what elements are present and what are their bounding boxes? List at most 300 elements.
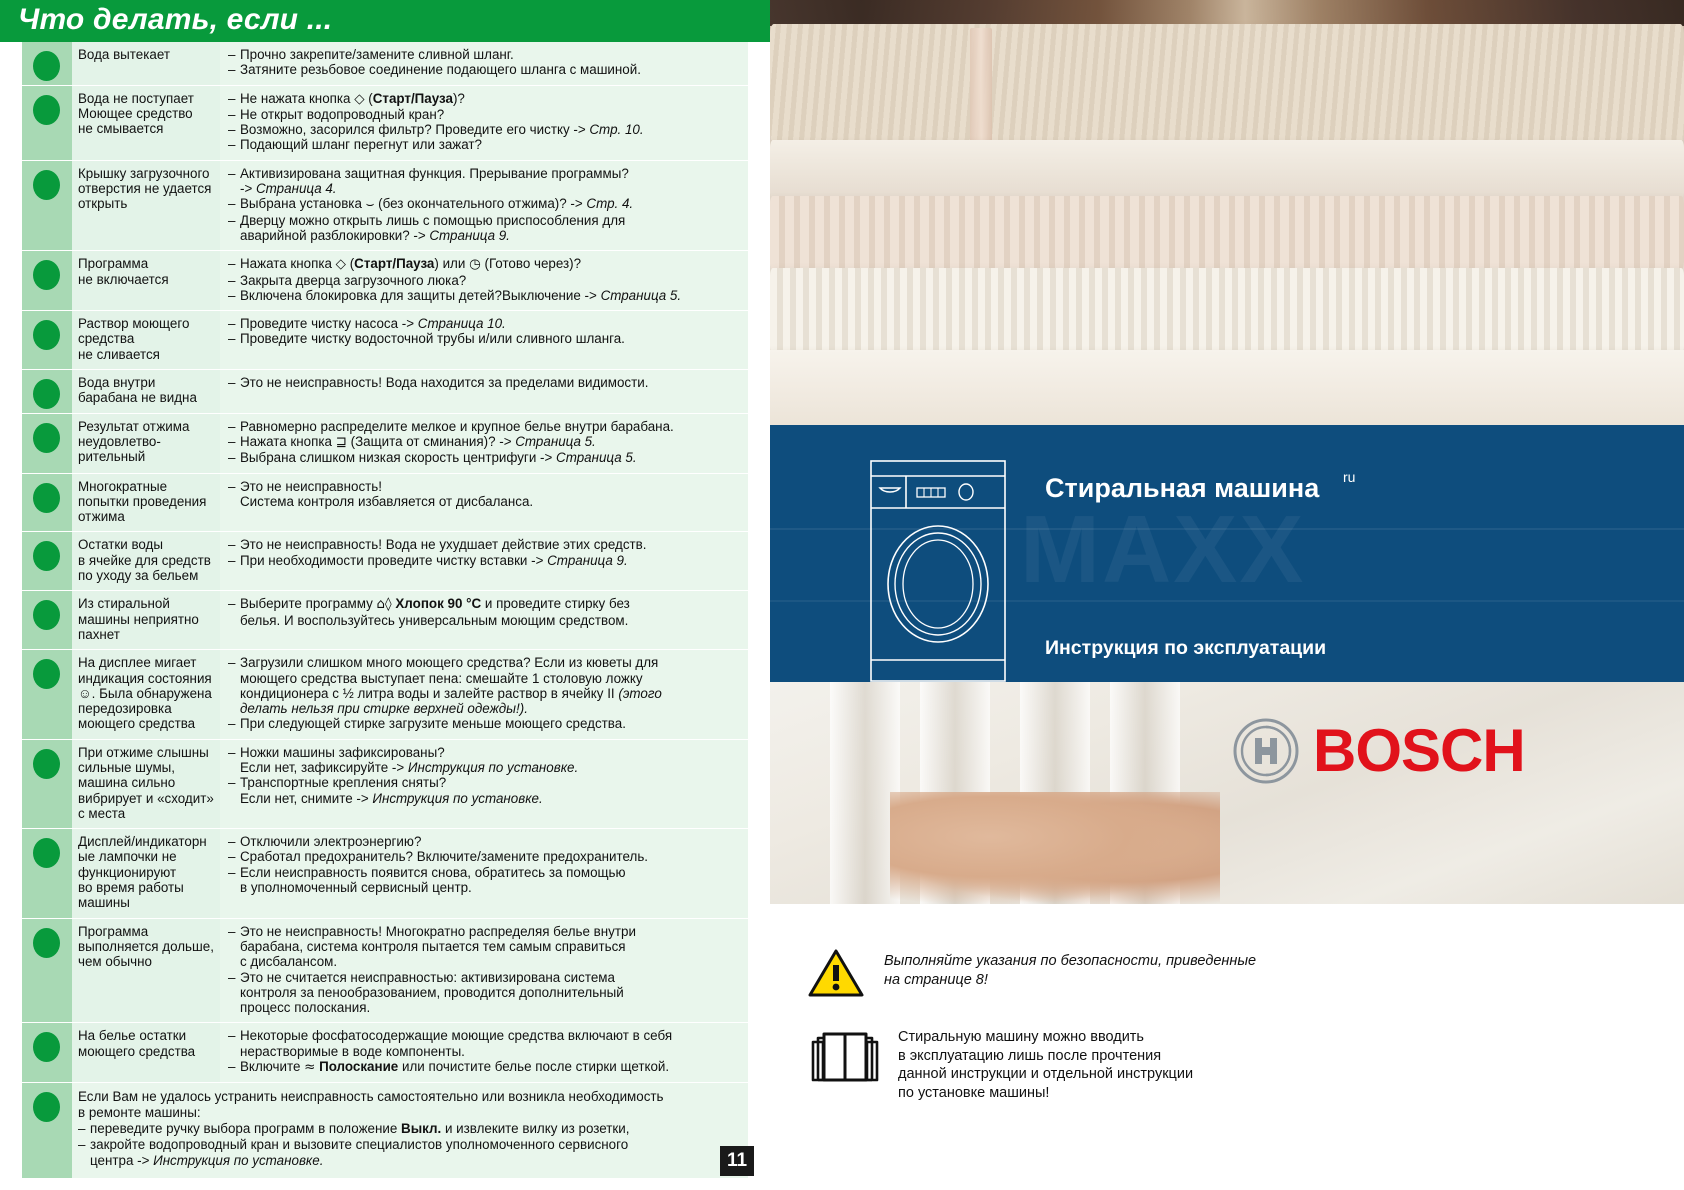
remedy-continuation-line (228, 228, 744, 243)
bullet-dash: – (228, 122, 236, 138)
laundry-fold-5 (770, 350, 1684, 425)
bullet-dash: – (228, 62, 236, 78)
bullet-dash: – (228, 552, 236, 568)
remedy-line (228, 62, 744, 77)
row-bullet-column (22, 474, 72, 532)
remedy-line (228, 537, 744, 552)
green-bullet-icon (33, 423, 60, 453)
remedy-line (228, 288, 744, 303)
bullet-dash: – (228, 450, 236, 466)
symptom-line: моющего средства (78, 1043, 196, 1059)
fix-text-run: Не открыт водопроводный кран? (240, 106, 445, 122)
symptom-line: Результат отжима (78, 418, 190, 434)
remedy-text (240, 865, 744, 880)
laundry-fold-2 (770, 140, 1684, 198)
symptom-cell (72, 414, 220, 473)
emphasis-text: Полоскание (319, 1059, 399, 1075)
remedy-continuation-line (228, 671, 744, 686)
fix-text-run: Стр. 10. (589, 122, 644, 138)
fix-text-run: Страница 9. (547, 552, 628, 568)
remedy-text (240, 62, 744, 77)
bullet-dash: – (228, 272, 236, 288)
symptom-line: Дисплей/индикаторн (78, 834, 207, 850)
fix-text-run: моющего средства выступает пена: смешайте 1 столовую ложку (240, 670, 643, 686)
inline-symbol-icon: ◇ (335, 257, 346, 273)
remedy-line (228, 316, 744, 331)
remedy-line (228, 970, 744, 985)
symptom-line: машины (78, 895, 130, 911)
fix-text-run: Выбрана установка (240, 196, 366, 212)
watermark-text: MAXX (1020, 496, 1306, 603)
remedy-line (228, 273, 744, 288)
fix-text-run: Не нажата кнопка (240, 90, 355, 106)
fix-text-run: (без окончательного отжима)? -> (374, 196, 587, 212)
green-bullet-icon (33, 170, 60, 200)
remedy-text (240, 849, 744, 864)
fix-text-run: Это не считается неисправностью: активизирована система (240, 969, 615, 985)
open-book-icon (808, 1026, 882, 1088)
symptom-cell (72, 86, 220, 160)
symptom-line: машина сильно (78, 775, 176, 791)
final-note-item-text (90, 1137, 742, 1153)
remedy-text (240, 479, 744, 494)
final-note-intro-line: Если Вам не удалось устранить неисправность самостоятельно или возникла необходимость (78, 1089, 664, 1105)
safety-note-warning (808, 948, 1256, 998)
symptom-line: На белье остатки (78, 1028, 187, 1044)
row-bullet-column (22, 591, 72, 649)
note-line: данной инструкции и отдельной инструкции (898, 1066, 1194, 1082)
table-row (22, 591, 748, 650)
remedy-cell (220, 86, 748, 160)
bosch-brand-lockup (1233, 718, 1525, 784)
symptom-line: передозировка (78, 701, 172, 717)
fix-text-run: При необходимости проведите чистку вставки -> (240, 552, 548, 568)
fix-text-run: ) или (434, 256, 470, 272)
inline-symbol-icon: ⌂◊ (376, 597, 392, 613)
symptom-line: Многократные (78, 478, 168, 494)
remedy-text (240, 553, 744, 568)
remedy-cell (220, 919, 748, 1023)
hands-region (890, 792, 1220, 904)
remedy-cell (220, 414, 748, 473)
bullet-dash: – (228, 90, 236, 106)
remedy-text (240, 537, 744, 552)
remedy-text (240, 331, 744, 346)
symptom-line: ☺. Была обнаружена (78, 685, 212, 701)
final-note-intro-line: в ремонте машины: (78, 1105, 201, 1121)
safety-note-warning-text (884, 952, 1256, 989)
bullet-dash: – (228, 256, 236, 272)
warning-triangle-icon (808, 948, 864, 998)
fix-text-run: Загрузили слишком много моющего средства? Если из кюветы для (240, 655, 659, 671)
symptom-cell (72, 42, 220, 85)
person-hair-region (770, 0, 1684, 26)
table-row (22, 370, 748, 414)
remedy-line (228, 196, 744, 212)
symptom-cell (72, 474, 220, 532)
row-bullet-column (22, 86, 72, 160)
symptom-line: вибрирует и «сходит» (78, 790, 214, 806)
green-bullet-icon (33, 541, 60, 571)
fix-text-run: )? (452, 90, 465, 106)
table-row (22, 42, 748, 86)
symptom-line: не смывается (78, 121, 164, 137)
fix-text-run: Нажата кнопка (240, 256, 336, 272)
green-bullet-icon (33, 51, 60, 81)
remedy-line (228, 137, 744, 152)
green-bullet-icon (33, 95, 60, 125)
fix-text-run: Возможно, засорился фильтр? Проведите его чистку -> (240, 122, 590, 138)
remedy-text (240, 91, 744, 107)
final-note-item (78, 1137, 742, 1153)
symptom-line: средства (78, 331, 135, 347)
green-bullet-icon (33, 260, 60, 290)
bullet-dash: – (228, 47, 236, 62)
safety-notices (770, 920, 1684, 1190)
remedy-line (228, 655, 744, 670)
remedy-cell (220, 370, 748, 413)
laundry-fold-3 (770, 196, 1684, 270)
bosch-wordmark: BOSCH (1313, 717, 1525, 784)
remedy-text (240, 970, 744, 985)
bullet-dash: – (228, 165, 236, 181)
symptom-line: пахнет (78, 626, 120, 642)
remedy-line (228, 834, 744, 849)
green-bullet-icon (33, 928, 60, 958)
remedy-text (240, 924, 744, 939)
remedy-line (228, 1059, 744, 1075)
symptom-line: моющего средства (78, 716, 196, 732)
fix-text-run: Проведите чистку насоса -> (240, 316, 418, 332)
laundry-fold-1 (770, 24, 1684, 142)
row-bullet-column (22, 370, 72, 413)
safety-note-manual-text (898, 1028, 1193, 1102)
fix-text-run: Страница 5. (600, 287, 682, 303)
symptom-cell (72, 919, 220, 1023)
symptom-line: в ячейке для средств (78, 552, 211, 568)
final-note-row (22, 1083, 748, 1179)
symptom-line: Вода вытекает (78, 47, 170, 62)
remedy-continuation-line (228, 791, 744, 806)
green-bullet-icon (33, 749, 60, 779)
remedy-text (240, 47, 744, 62)
fix-text-run: Если неисправность появится снова, обратитесь за помощью (240, 864, 626, 880)
remedy-continuation-line (228, 1000, 744, 1015)
remedy-line (228, 716, 744, 731)
fix-text-run: переведите ручку выбора программ в положение (90, 1121, 402, 1137)
bullet-dash: – (228, 375, 236, 391)
emphasis-text: Выкл. (401, 1121, 442, 1137)
fix-text-run: Включена блокировка для защиты детей?Выключение -> (240, 287, 601, 303)
fix-text-run: Ножки машины зафиксированы? (240, 744, 445, 760)
symptom-cell (72, 591, 220, 649)
green-bullet-icon (33, 659, 60, 689)
remedy-continuation-line (228, 985, 744, 1000)
row-bullet-column (22, 251, 72, 310)
remedy-cell (220, 829, 748, 917)
fix-text-run: и проведите стирку без (481, 596, 630, 612)
remedy-continuation-line (228, 701, 744, 716)
fix-text-run: Выбрана слишком низкая скорость центрифуги -> (240, 450, 557, 466)
page-title: Что делать, если ... (18, 3, 333, 36)
bullet-dash: – (228, 316, 236, 332)
symptom-cell (72, 829, 220, 917)
remedy-line (228, 419, 744, 434)
fix-text-run: Это не неисправность! Вода не ухудшает действие этих средств. (240, 537, 647, 553)
fix-text-run: кондиционера с ½ литра воды и залейте раствор в ячейку II (240, 685, 619, 701)
remedy-line (228, 107, 744, 122)
remedy-cell (220, 161, 748, 250)
remedy-continuation-line (228, 760, 744, 775)
table-row (22, 650, 748, 739)
bullet-dash: – (228, 744, 236, 760)
table-row (22, 311, 748, 370)
note-line: в эксплуатацию лишь после прочтения (898, 1047, 1162, 1064)
symptom-cell (72, 161, 220, 250)
folded-laundry-photo (770, 0, 1684, 425)
remedy-text (240, 450, 744, 465)
bullet-dash: – (228, 212, 236, 228)
fix-text-run: Если нет, снимите -> (240, 790, 373, 806)
bullet-dash: – (228, 849, 236, 865)
symptom-line: отверстия не удается (78, 181, 212, 197)
symptom-line: барабана не видна (78, 390, 197, 406)
fix-text-run: аварийной разблокировки? -> (240, 227, 430, 243)
table-row (22, 474, 748, 533)
fix-text-run: ( (364, 90, 373, 106)
table-row (22, 86, 748, 161)
row-bullet-column (22, 829, 72, 917)
symptom-line: сильные шумы, (78, 759, 175, 775)
bullet-dash: – (228, 596, 236, 612)
symptom-line: индикация состояния (78, 670, 212, 686)
emphasis-text: Старт/Пауза (354, 256, 435, 272)
fix-text-run: Инструкция по установке. (407, 759, 579, 775)
remedy-cell (220, 474, 748, 532)
symptom-line: отжима (78, 509, 125, 525)
bullet-dash: – (228, 137, 236, 153)
row-bullet-column (22, 311, 72, 369)
table-row (22, 740, 748, 829)
fix-text-run: Это не неисправность! Многократно распределяя белье внутри (240, 923, 636, 939)
emphasis-text: Хлопок 90 °C (395, 596, 482, 612)
fix-text-run: Активизирована защитная функция. Прерывание программы? (240, 165, 629, 181)
remedy-text (240, 213, 744, 228)
fix-text-run: Прочно закрепите/замените сливной шланг. (240, 47, 514, 62)
fix-text-run: Страница 9. (429, 227, 510, 243)
symptom-line: с места (78, 805, 126, 821)
table-row (22, 532, 748, 591)
fix-text-run: Транспортные крепления сняты? (240, 775, 447, 791)
table-row (22, 161, 748, 251)
bullet-dash: – (228, 537, 236, 553)
green-bullet-icon (33, 600, 60, 630)
symptom-line: во время работы (78, 880, 184, 896)
bullet-dash: – (228, 106, 236, 122)
symptom-line: по уходу за бельем (78, 568, 199, 584)
symptom-line: Вода не поступает (78, 90, 194, 106)
note-line: Стиральную машину можно вводить (898, 1029, 1144, 1045)
symptom-line: Раствор моющего (78, 316, 190, 332)
fix-text-run: (Готово через)? (480, 256, 582, 272)
remedy-line (228, 91, 744, 107)
bullet-dash: – (228, 775, 236, 791)
fix-text-run: Закрыта дверца загрузочного люка? (240, 272, 467, 288)
safety-note-manual (808, 1026, 1193, 1102)
remedy-text (240, 716, 744, 731)
remedy-cell (220, 42, 748, 85)
table-row (22, 1023, 748, 1083)
symptom-cell (72, 740, 220, 828)
fix-text-run: -> (240, 181, 256, 197)
symptom-cell (72, 251, 220, 310)
fix-text-run: Дверцу можно открыть лишь с помощью приспособления для (240, 212, 626, 228)
remedy-line (228, 745, 744, 760)
symptom-line: При отжиме слышны (78, 744, 209, 760)
fix-text-run: Система контроля избавляется от дисбаланса. (240, 493, 534, 509)
fix-text-run: Подающий шланг перегнут или зажат? (240, 137, 482, 153)
symptom-line: попытки проведения (78, 493, 207, 509)
row-bullet-column (22, 1023, 72, 1082)
fix-text-run: Выберите программу (240, 596, 377, 612)
green-bullet-icon (33, 483, 60, 513)
green-bullet-icon (33, 1092, 60, 1122)
remedy-continuation-line (228, 494, 744, 509)
remedy-line (228, 122, 744, 137)
symptom-line: неудовлетво- (78, 433, 161, 449)
row-bullet-column (22, 650, 72, 738)
remedy-line (228, 865, 744, 880)
fix-text-run: Сработал предохранитель? Включите/замените предохранитель. (240, 849, 649, 865)
symptom-cell (72, 532, 220, 590)
towel-hands-photo (770, 682, 1684, 904)
row-bullet-column (22, 919, 72, 1023)
symptom-cell (72, 370, 220, 413)
fix-text-run: нерастворимые в воде компоненты. (240, 1043, 465, 1059)
remedy-cell (220, 1023, 748, 1082)
remedy-line (228, 553, 744, 568)
remedy-continuation-line (228, 686, 744, 701)
symptom-line: На дисплее мигает (78, 655, 197, 671)
symptom-line: ые лампочки не (78, 849, 177, 865)
bullet-dash: – (78, 1137, 86, 1153)
note-line: по установке машины! (898, 1084, 1050, 1101)
symptom-line: рительный (78, 449, 146, 465)
remedy-text (240, 166, 744, 181)
remedy-continuation-line (228, 613, 744, 628)
row-bullet-column (22, 161, 72, 250)
fix-text-run: Нажата кнопка (240, 433, 336, 449)
bosch-armature-logo-icon (1233, 718, 1299, 784)
green-bullet-icon (33, 379, 60, 409)
row-bullet-column (22, 42, 72, 85)
remedy-cell (220, 311, 748, 369)
remedy-line (228, 596, 744, 612)
bullet-dash: – (228, 196, 236, 212)
symptom-line: не включается (78, 271, 169, 287)
bullet-dash: – (228, 1059, 236, 1075)
remedy-continuation-line (228, 880, 744, 895)
table-row (22, 919, 748, 1024)
laundry-ribbon (970, 28, 992, 142)
green-bullet-icon (33, 838, 60, 868)
symptom-line: чем обычно (78, 954, 152, 970)
fix-text-run: Если нет, зафиксируйте -> (240, 759, 408, 775)
fix-text-run: барабана, система контроля пытается тем самым справиться (240, 938, 626, 954)
inline-symbol-icon: ◷ (469, 257, 481, 273)
symptom-cell (72, 311, 220, 369)
fix-text-run: Отключили электроэнергию? (240, 834, 422, 850)
inline-symbol-icon: ⌣ (365, 197, 375, 213)
fix-text-run: (этого (618, 685, 662, 701)
remedy-text (240, 256, 744, 272)
fix-text-run: Инструкция по установке. (153, 1153, 324, 1169)
fix-text-run: делать нельзя при стирке верхней одежды!). (240, 701, 528, 717)
remedy-text (240, 316, 744, 331)
note-line: Выполняйте указания по безопасности, приведенные (884, 953, 1257, 969)
remedy-text (240, 273, 744, 288)
note-line: на странице 8! (884, 971, 988, 988)
row-bullet-column (22, 414, 72, 473)
washing-machine-illustration (870, 460, 1006, 682)
remedy-text (240, 1059, 744, 1075)
fix-text-run: контроля за пенообразованием, проводится дополнительный (240, 984, 624, 1000)
remedy-text (240, 775, 744, 790)
left-page-troubleshooting (0, 0, 770, 1190)
remedy-text (240, 137, 744, 152)
cover-subtitle: Инструкция по эксплуатации (1045, 637, 1327, 659)
fix-text-run: (Защита от сминания)? -> (346, 433, 516, 449)
fix-text-run: Это не неисправность! (240, 478, 382, 494)
emphasis-text: Старт/Пауза (372, 90, 453, 106)
remedy-line (228, 375, 744, 390)
remedy-text (240, 745, 744, 760)
symptom-line: Из стиральной (78, 596, 170, 612)
bullet-dash: – (78, 1121, 86, 1137)
fix-text-run: Страница 10. (417, 316, 506, 332)
remedy-line (228, 1028, 744, 1043)
table-row (22, 251, 748, 311)
bullet-dash: – (228, 433, 236, 449)
fix-text-run: процесс полоскания. (240, 1000, 371, 1016)
remedy-line (228, 166, 744, 181)
fix-text-run: белья. И воспользуйтесь универсальным моющим средством. (240, 612, 629, 628)
remedy-line (228, 775, 744, 790)
remedy-text (240, 122, 744, 137)
remedy-text (240, 419, 744, 434)
remedy-cell (220, 650, 748, 738)
fix-text-run: и извлеките вилку из розетки, (441, 1121, 630, 1137)
remedy-continuation-line (228, 1044, 744, 1059)
final-note-body (72, 1083, 748, 1178)
symptom-line: Моющее средство (78, 105, 193, 121)
right-page-cover (770, 0, 1684, 1190)
inline-symbol-icon: ≈ (304, 1060, 316, 1076)
symptom-line: открыть (78, 196, 128, 212)
bullet-dash: – (228, 716, 236, 732)
fix-text-run: При следующей стирке загрузите меньше моющего средства. (240, 716, 626, 732)
remedy-line (228, 450, 744, 465)
fix-text-run: Равномерно распределите мелкое и крупное белье внутри барабана. (240, 418, 674, 434)
final-note-continuation-line (78, 1153, 742, 1169)
fix-text-run: Проведите чистку водосточной трубы и/или сливного шланга. (240, 331, 625, 347)
fix-text-run: Инструкция по установке. (372, 790, 543, 806)
fix-text-run: закройте водопроводный кран и вызовите специалистов уполномоченного сервисного (90, 1137, 629, 1153)
fix-text-run: Это не неисправность! Вода находится за пределами видимости. (240, 375, 649, 391)
fix-text-run: с дисбалансом. (240, 954, 338, 970)
symptom-line: Программа (78, 923, 149, 939)
remedy-line (228, 213, 744, 228)
